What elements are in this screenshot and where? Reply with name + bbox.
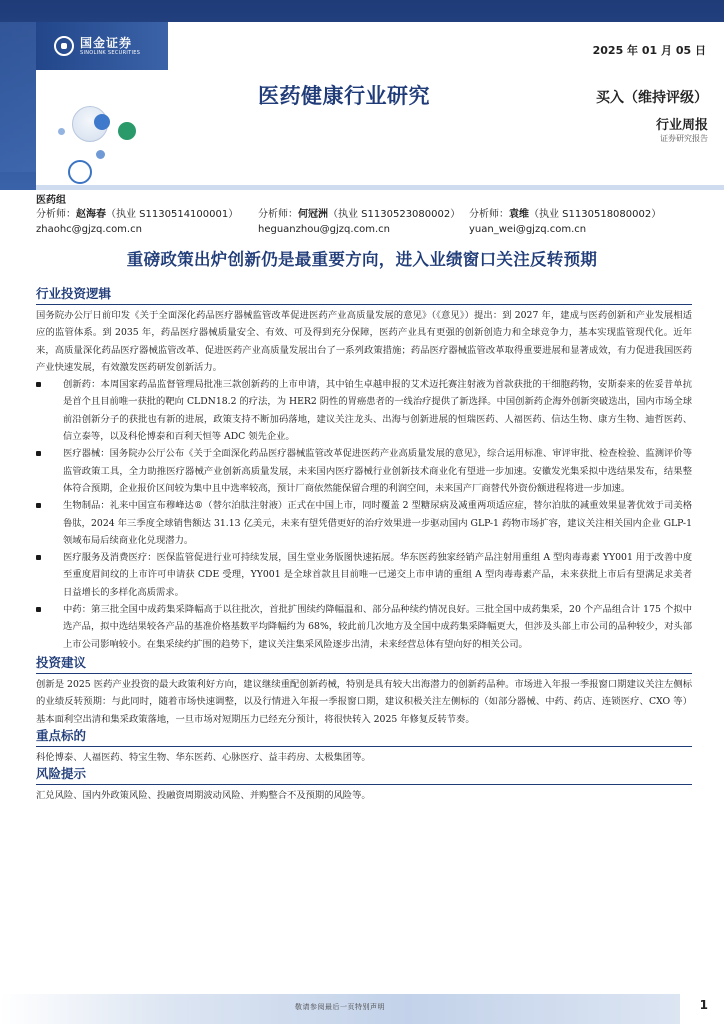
decor-ring-icon xyxy=(68,160,92,184)
analyst-label: 分析师： xyxy=(258,209,298,220)
section-divider xyxy=(36,746,692,747)
bullet-square-icon xyxy=(36,607,41,612)
analyst-cert: （执业 S1130514100001） xyxy=(106,209,239,220)
bullet-text: 生物制品：礼来中国宣布穆峰达®（替尔泊肽注射液）正式在中国上市，同时覆盖 2 型糖尿病及减重两项适应症，替尔泊肽的减重效果显著优效于司美格鲁肽，2024 年三季度全球销售额达 31.13 亿美元，未来有望凭借更好的治疗效果进一步驱动国内 GLP-1 药物市场扩容，建议关注相关国内企业 GLP-1 领域布局后续商业化兑现潜力。 xyxy=(63,500,692,546)
report-headline: 重磅政策出炉创新仍是最重要方向，进入业绩窗口关注反转预期 xyxy=(126,250,598,269)
logo-cn: 国金证券 xyxy=(80,35,133,50)
bullet-item xyxy=(36,601,692,653)
section-title-focus: 重点标的 xyxy=(36,727,87,743)
report-body xyxy=(36,286,692,804)
section-title-invest: 投资建议 xyxy=(36,654,87,670)
bullet-square-icon xyxy=(36,503,41,508)
bullet-text: 中药：第三批全国中成药集采降幅高于以往批次，首批扩围续约降幅温和、部分品种续约情况良好。三批全国中成药集采，20 个产品组合计 175 个拟中选产品，拟中选结果较各产品的基准价格基数平均降幅约为 68%，较此前几次地方及全国中成药集采降幅更大，但涉及头部上市公司的品种较少，对头部上市公司影响较小。在集采续约扩围的趋势下，建议关注集采风险逐步出清，未来经营总体有望向好的相关公司。 xyxy=(63,604,692,650)
analyst-name: 赵海春 xyxy=(76,209,106,220)
decor-dot-icon xyxy=(118,122,136,140)
report-kind: 行业周报 xyxy=(655,118,708,133)
decor-dot-icon xyxy=(58,128,65,135)
logo-icon xyxy=(54,36,74,56)
analyst-entry xyxy=(258,208,460,237)
rating-badge: 买入（维持评级） xyxy=(596,90,708,106)
bullet-item xyxy=(36,376,692,445)
bullet-text: 医疗服务及消费医疗：医保监管促进行业可持续发展，国生堂业务版图快速拓展。华东医药独家经销产品注射用重组 A 型肉毒毒素 YY001 用于改善中度至重度眉间纹的上市许可申请获 CDE 受理，YY001 是全球首款且目前唯一已递交上市申请的重组 A 型肉毒毒素产品，未来获批上市后有望满足求美者日益增长的多样化高质需求。 xyxy=(63,552,692,598)
decor-dot-icon xyxy=(96,150,105,159)
logic-intro-paragraph: 国务院办公厅日前印发《关于全面深化药品医疗器械监管改革促进医药产业高质量发展的意见》（《意见》）提出：到 2027 年，建成与医药创新和产业发展相适应的监管体系。到 2035 年，药品医疗器械质量安全、有效、可及得到充分保障，医药产业具有更强的创新创造力和全球竞争力，基本实现监管现代化。近年来，高质量深化药品医疗器械监管改革、促进医药产业高质量发展出台了一系列政策措施；药品医疗器械监管改革取得重要进展和显著成效，有力促进我国医药产业快速发展，有效激发医药研发创新活力。 xyxy=(36,310,692,373)
bullet-text: 创新药：本周国家药品监督管理局批准三款创新药的上市申请，其中铂生卓越申报的艾术迈托赛注射液为首款获批的干细胞药物，安斯泰来的佐妥昔单抗是首个且目前唯一获批的靶向 CLDN18.2 的疗法，为 HER2 阴性的胃癌患者的一线治疗提供了新选择。中国创新药企海外创新突破迭出，国内市场全球前沿创新分子的获批也有新的进展，政策支持不断加码落地，建议关注龙头、出海与创新进展的恒瑞医药、人福医药、信达生物、康方生物、迪哲医药、信立泰等，以及科伦博泰和百利天恒等 ADC 领先企业。 xyxy=(63,379,692,443)
report-header xyxy=(0,0,724,190)
report-type: 证券研究报告 xyxy=(660,134,708,143)
analyst-name: 何冠洲 xyxy=(298,209,328,220)
bullet-item xyxy=(36,497,692,549)
footer-disclaimer: 敬请参阅最后一页特别声明 xyxy=(295,1003,385,1011)
section-divider xyxy=(36,673,692,674)
header-bottom-stripe xyxy=(36,185,724,190)
section-divider xyxy=(36,304,692,305)
risk-paragraph: 汇兑风险、国内外政策风险、投融资周期波动风险、并购整合不及预期的风险等。 xyxy=(36,790,371,802)
bullet-text: 医疗器械：国务院办公厅公布《关于全面深化药品医疗器械监管改革促进医药产业高质量发展的意见》，综合运用标准、审评审批、检查检验、监测评价等监管政策工具，全力助推医疗器械产业创新高质量发展，未来国内医疗器械行业创新技术商业化有望进一步加速。安徽发光集采拟中选结果发布，结果整体符合预期，企业报价区间较为集中且中选率较高，预计厂商依然能保留合理的利润空间，未来国产厂商替代外资份额进程将进一步加速。 xyxy=(63,448,692,494)
analyst-email[interactable]: heguanzhou@gjzq.com.cn xyxy=(258,224,390,235)
analyst-email[interactable]: zhaohc@gjzq.com.cn xyxy=(36,224,142,235)
analyst-cert: （执业 S1130518080002） xyxy=(529,209,662,220)
page-footer xyxy=(0,994,724,1024)
analyst-entry xyxy=(36,208,238,237)
section-title-risk: 风险提示 xyxy=(36,766,87,782)
analyst-name: 袁维 xyxy=(509,209,529,220)
invest-paragraph: 创新是 2025 医药产业投资的最大政策利好方向，建议继续重配创新药械，特别是具有较大出海潜力的创新药品种。市场进入年报一季报窗口期建议关注左侧标的业绩反转预期：与此同时，随着市场快速调整，以及行情进入年报一季报窗口期，建议积极关注左侧标的（如部分器械、中药、药店、连锁医疗、CXO 等）基本面利空出清和集采政策落地，一旦市场对短期压力已经充分预计，将很快转入 2025 年修复反转节奏。 xyxy=(36,678,692,725)
logo-en: SINOLINK SECURITIES xyxy=(80,49,141,56)
section-title-logic: 行业投资逻辑 xyxy=(36,286,112,301)
analyst-block xyxy=(36,194,706,235)
section-divider xyxy=(36,784,692,785)
page-number: 1 xyxy=(699,998,708,1012)
bullet-item xyxy=(36,445,692,497)
bullet-item xyxy=(36,549,692,601)
group-label: 医药组 xyxy=(36,195,66,206)
report-date: 2025 年 01 月 05 日 xyxy=(592,44,706,57)
analyst-email[interactable]: yuan_wei@gjzq.com.cn xyxy=(469,224,587,235)
analyst-cert: （执业 S1130523080002） xyxy=(328,209,461,220)
focus-paragraph: 科伦博泰、人福医药、特宝生物、华东医药、心脉医疗、益丰药房、太极集团等。 xyxy=(36,751,371,763)
decor-dot-icon xyxy=(94,114,110,130)
report-title: 医药健康行业研究 xyxy=(258,84,430,108)
analyst-label: 分析师： xyxy=(36,209,76,220)
bullet-square-icon xyxy=(36,451,41,456)
analyst-label: 分析师： xyxy=(469,209,509,220)
brand-logo xyxy=(36,22,168,70)
analyst-entry xyxy=(469,208,661,237)
bullet-square-icon xyxy=(36,555,41,560)
logo-text xyxy=(80,36,140,57)
bullet-square-icon xyxy=(36,382,41,387)
